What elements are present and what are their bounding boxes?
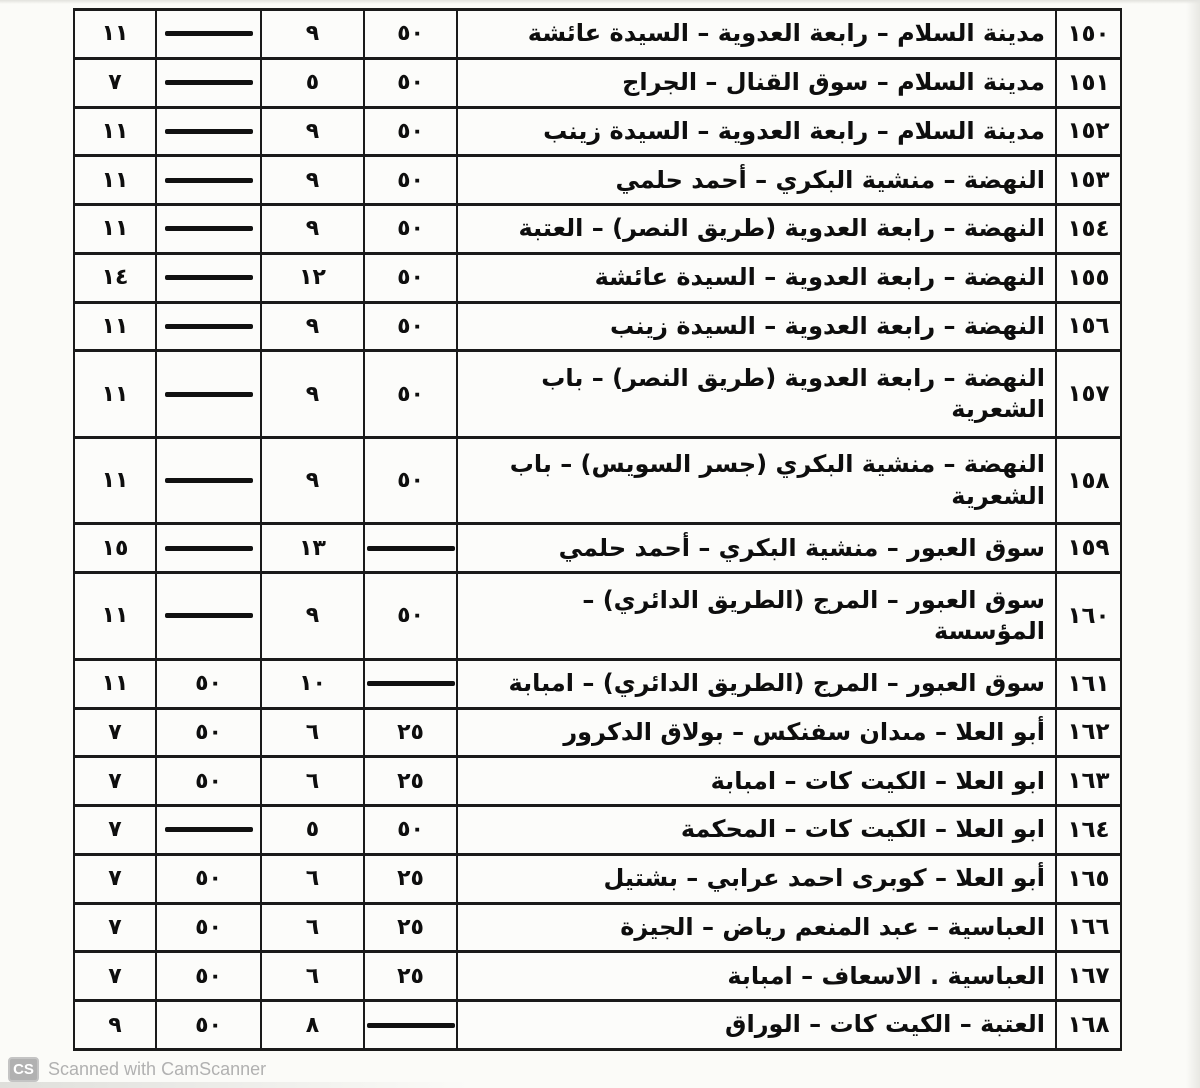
route-name-cell: سوق العبور – المرج (الطريق الدائري) – امبابة (457, 659, 1056, 708)
value-cell-2: ٩ (261, 437, 364, 524)
table-row (74, 903, 1121, 952)
routes-table (73, 8, 1122, 1051)
route-name-cell: العباسية – عبد المنعم رياض – الجيزة (457, 903, 1056, 952)
table-row (74, 58, 1121, 107)
route-number-cell: ١٦٨ (1056, 1001, 1121, 1050)
dash-line (165, 546, 253, 551)
table-row (74, 806, 1121, 855)
value-cell-2: ٦ (261, 708, 364, 757)
route-number-cell: ١٥٧ (1056, 351, 1121, 438)
value-cell-3 (156, 351, 261, 438)
value-cell-2: ٥ (261, 58, 364, 107)
camscanner-badge-icon: CS (8, 1057, 39, 1082)
route-name-cell: مدينة السلام – رابعة العدوية – السيدة زينب (457, 107, 1056, 156)
value-cell-3: ٥٠ (156, 952, 261, 1001)
route-name-cell: مدينة السلام – رابعة العدوية – السيدة عائشة (457, 10, 1056, 59)
route-name-cell: سوق العبور – منشية البكري – أحمد حلمي (457, 524, 1056, 573)
value-cell-1 (364, 659, 457, 708)
value-cell-1: ٥٠ (364, 156, 457, 205)
value-cell-4: ١٤ (74, 253, 156, 302)
route-number-cell: ١٦٢ (1056, 708, 1121, 757)
value-cell-4: ٧ (74, 854, 156, 903)
route-name-cell: النهضة – رابعة العدوية – السيدة زينب (457, 302, 1056, 351)
scan-edge-bottom-smudge (0, 1082, 470, 1088)
route-name-cell: النهضة – منشية البكري – أحمد حلمي (457, 156, 1056, 205)
route-number-cell: ١٥٦ (1056, 302, 1121, 351)
value-cell-3 (156, 205, 261, 254)
value-cell-3 (156, 107, 261, 156)
scan-edge-right (1186, 0, 1200, 1088)
route-name-cell: أبو العلا – كوبرى احمد عرابي – بشتيل (457, 854, 1056, 903)
route-name-cell: العباسية . الاسعاف – امبابة (457, 952, 1056, 1001)
value-cell-3: ٥٠ (156, 757, 261, 806)
camscanner-watermark (8, 1057, 266, 1082)
routes-table-body (74, 10, 1121, 1050)
value-cell-2: ١٣ (261, 524, 364, 573)
camscanner-watermark-text: Scanned with CamScanner (48, 1059, 267, 1079)
value-cell-4: ١١ (74, 107, 156, 156)
route-name-cell: ابو العلا – الكيت كات – المحكمة (457, 806, 1056, 855)
value-cell-3: ٥٠ (156, 708, 261, 757)
route-number-cell: ١٦٣ (1056, 757, 1121, 806)
value-cell-3 (156, 253, 261, 302)
dash-line (165, 31, 253, 36)
value-cell-3: ٥٠ (156, 1001, 261, 1050)
value-cell-1: ٥٠ (364, 573, 457, 660)
route-number-cell: ١٦٦ (1056, 903, 1121, 952)
value-cell-3: ٥٠ (156, 903, 261, 952)
value-cell-1 (364, 524, 457, 573)
route-number-cell: ١٦١ (1056, 659, 1121, 708)
value-cell-2: ٩ (261, 107, 364, 156)
table-row (74, 659, 1121, 708)
table-row (74, 708, 1121, 757)
table-row (74, 107, 1121, 156)
table-row (74, 524, 1121, 573)
value-cell-1: ٢٥ (364, 854, 457, 903)
value-cell-1: ٥٠ (364, 437, 457, 524)
value-cell-3 (156, 302, 261, 351)
value-cell-2: ٩ (261, 573, 364, 660)
value-cell-1: ٢٥ (364, 952, 457, 1001)
value-cell-2: ٦ (261, 952, 364, 1001)
route-name-cell: العتبة – الكيت كات – الوراق (457, 1001, 1056, 1050)
route-name-cell: أبو العلا – مىدان سفنكس – بولاق الدكرور (457, 708, 1056, 757)
value-cell-4: ١١ (74, 10, 156, 59)
route-name-cell: النهضة – رابعة العدوية – السيدة عائشة (457, 253, 1056, 302)
route-number-cell: ١٥٩ (1056, 524, 1121, 573)
value-cell-4: ١١ (74, 437, 156, 524)
value-cell-3 (156, 437, 261, 524)
dash-line (165, 478, 253, 483)
table-row (74, 854, 1121, 903)
dash-line (367, 546, 455, 551)
value-cell-1: ٥٠ (364, 806, 457, 855)
dash-line (367, 681, 455, 686)
route-name-cell: مدينة السلام – سوق القنال – الجراج (457, 58, 1056, 107)
route-name-cell: النهضة – رابعة العدوية (طريق النصر) – باب الشعرية (457, 351, 1056, 438)
value-cell-3: ٥٠ (156, 659, 261, 708)
value-cell-3 (156, 573, 261, 660)
route-name-cell: ابو العلا – الكيت كات – امبابة (457, 757, 1056, 806)
table-row (74, 302, 1121, 351)
value-cell-2: ٩ (261, 205, 364, 254)
value-cell-3 (156, 806, 261, 855)
table-row (74, 205, 1121, 254)
value-cell-1: ٥٠ (364, 253, 457, 302)
value-cell-4: ١١ (74, 205, 156, 254)
value-cell-4: ١١ (74, 659, 156, 708)
value-cell-2: ٩ (261, 10, 364, 59)
value-cell-4: ١١ (74, 573, 156, 660)
value-cell-2: ٦ (261, 903, 364, 952)
value-cell-2: ٩ (261, 351, 364, 438)
value-cell-1: ٥٠ (364, 10, 457, 59)
value-cell-3: ٥٠ (156, 854, 261, 903)
value-cell-4: ٧ (74, 903, 156, 952)
value-cell-2: ٩ (261, 302, 364, 351)
scan-edge-top (0, 0, 1200, 4)
route-number-cell: ١٥١ (1056, 58, 1121, 107)
route-number-cell: ١٥٤ (1056, 205, 1121, 254)
value-cell-4: ٧ (74, 952, 156, 1001)
route-name-cell: النهضة – منشية البكري (جسر السويس) – باب الشعرية (457, 437, 1056, 524)
value-cell-4: ٧ (74, 806, 156, 855)
table-row (74, 437, 1121, 524)
table-row (74, 952, 1121, 1001)
route-number-cell: ١٥٣ (1056, 156, 1121, 205)
route-number-cell: ١٦٤ (1056, 806, 1121, 855)
value-cell-4: ١١ (74, 302, 156, 351)
dash-line (165, 226, 253, 231)
dash-line (165, 178, 253, 183)
route-number-cell: ١٦٧ (1056, 952, 1121, 1001)
value-cell-4: ٧ (74, 757, 156, 806)
route-number-cell: ١٥٥ (1056, 253, 1121, 302)
dash-line (367, 1023, 455, 1028)
table-row (74, 253, 1121, 302)
route-name-cell: سوق العبور – المرج (الطريق الدائري) – المؤسسة (457, 573, 1056, 660)
route-number-cell: ١٥٢ (1056, 107, 1121, 156)
value-cell-3 (156, 524, 261, 573)
value-cell-2: ١٢ (261, 253, 364, 302)
value-cell-2: ٩ (261, 156, 364, 205)
value-cell-3 (156, 10, 261, 59)
value-cell-1: ٢٥ (364, 708, 457, 757)
route-name-cell: النهضة – رابعة العدوية (طريق النصر) – العتبة (457, 205, 1056, 254)
value-cell-1: ٥٠ (364, 205, 457, 254)
table-row (74, 757, 1121, 806)
route-number-cell: ١٥٨ (1056, 437, 1121, 524)
route-number-cell: ١٦٥ (1056, 854, 1121, 903)
table-row (74, 351, 1121, 438)
value-cell-4: ١١ (74, 156, 156, 205)
value-cell-1: ٥٠ (364, 58, 457, 107)
value-cell-1: ٥٠ (364, 302, 457, 351)
dash-line (165, 275, 253, 280)
value-cell-2: ١٠ (261, 659, 364, 708)
value-cell-4: ٧ (74, 708, 156, 757)
table-row (74, 156, 1121, 205)
route-number-cell: ١٦٠ (1056, 573, 1121, 660)
dash-line (165, 80, 253, 85)
value-cell-1: ٥٠ (364, 107, 457, 156)
value-cell-2: ٦ (261, 757, 364, 806)
value-cell-4: ١٥ (74, 524, 156, 573)
dash-line (165, 392, 253, 397)
dash-line (165, 324, 253, 329)
dash-line (165, 827, 253, 832)
route-number-cell: ١٥٠ (1056, 10, 1121, 59)
dash-line (165, 129, 253, 134)
value-cell-3 (156, 58, 261, 107)
value-cell-2: ٥ (261, 806, 364, 855)
value-cell-2: ٨ (261, 1001, 364, 1050)
dash-line (165, 613, 253, 618)
value-cell-1 (364, 1001, 457, 1050)
value-cell-1: ٢٥ (364, 757, 457, 806)
value-cell-4: ٧ (74, 58, 156, 107)
table-row (74, 10, 1121, 59)
value-cell-3 (156, 156, 261, 205)
value-cell-4: ٩ (74, 1001, 156, 1050)
value-cell-1: ٥٠ (364, 351, 457, 438)
table-row (74, 1001, 1121, 1050)
value-cell-1: ٢٥ (364, 903, 457, 952)
table-row (74, 573, 1121, 660)
value-cell-4: ١١ (74, 351, 156, 438)
value-cell-2: ٦ (261, 854, 364, 903)
